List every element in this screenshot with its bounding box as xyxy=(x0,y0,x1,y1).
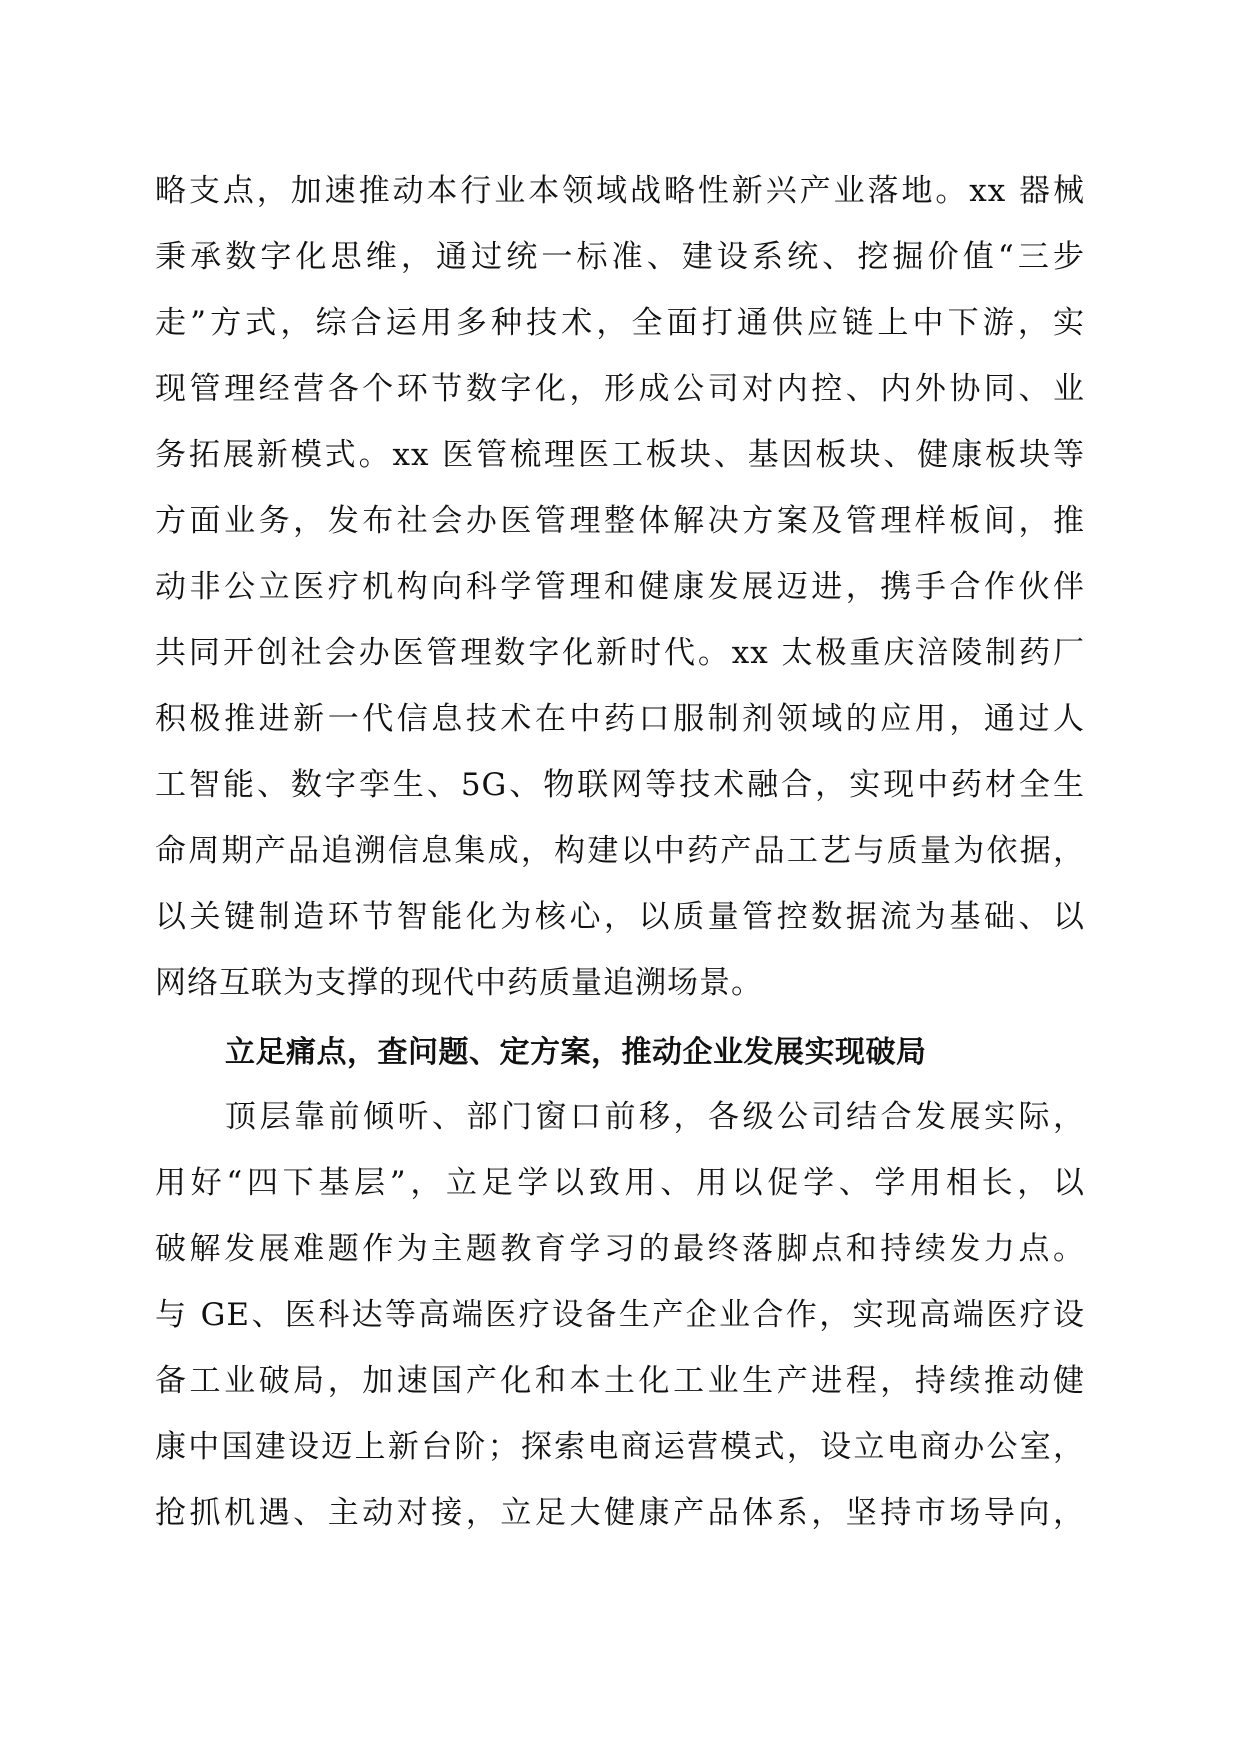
paragraph-1-line: 方面业务，发布社会办医管理整体解决方案及管理样板间，推 xyxy=(155,503,1085,539)
paragraph-1-line: 现管理经营各个环节数字化，形成公司对内控、内外协同、业 xyxy=(155,371,1085,407)
paragraph-2-line: 顶层靠前倾听、部门窗口前移，各级公司结合发展实际， xyxy=(225,1099,1085,1135)
paragraph-1-line: 积极推进新一代信息技术在中药口服制剂领域的应用，通过人 xyxy=(155,701,1085,737)
paragraph-2-line: 备工业破局，加速国产化和本土化工业生产进程，持续推动健 xyxy=(155,1363,1085,1399)
paragraph-1-line: 略支点，加速推动本行业本领域战略性新兴产业落地。xx 器械 xyxy=(155,173,1085,209)
paragraph-1-line: 走”方式，综合运用多种技术，全面打通供应链上中下游，实 xyxy=(155,305,1085,341)
paragraph-2-line: 破解发展难题作为主题教育学习的最终落脚点和持续发力点。 xyxy=(155,1231,1085,1267)
paragraph-2-line: 与 GE、医科达等高端医疗设备生产企业合作，实现高端医疗设 xyxy=(155,1297,1085,1333)
section-heading: 立足痛点，查问题、定方案，推动企业发展实现破局 xyxy=(225,1035,927,1070)
paragraph-1-line: 网络互联为支撑的现代中药质量追溯场景。 xyxy=(155,965,763,1001)
paragraph-1-line: 务拓展新模式。xx 医管梳理医工板块、基因板块、健康板块等 xyxy=(155,437,1085,473)
paragraph-2-line: 抢抓机遇、主动对接，立足大健康产品体系，坚持市场导向， xyxy=(155,1495,1085,1531)
paragraph-1-line: 共同开创社会办医管理数字化新时代。xx 太极重庆涪陵制药厂 xyxy=(155,635,1085,671)
paragraph-1-line: 秉承数字化思维，通过统一标准、建设系统、挖掘价值“三步 xyxy=(155,239,1085,275)
paragraph-1-line: 以关键制造环节智能化为核心，以质量管控数据流为基础、以 xyxy=(155,899,1085,935)
paragraph-1-line: 命周期产品追溯信息集成，构建以中药产品工艺与质量为依据， xyxy=(155,833,1085,869)
paragraph-2-line: 康中国建设迈上新台阶；探索电商运营模式，设立电商办公室， xyxy=(155,1429,1085,1465)
paragraph-1-line: 工智能、数字孪生、5G、物联网等技术融合，实现中药材全生 xyxy=(155,767,1085,803)
paragraph-2-line: 用好“四下基层”，立足学以致用、用以促学、学用相长，以 xyxy=(155,1165,1085,1201)
paragraph-1-line: 动非公立医疗机构向科学管理和健康发展迈进，携手合作伙伴 xyxy=(155,569,1085,605)
